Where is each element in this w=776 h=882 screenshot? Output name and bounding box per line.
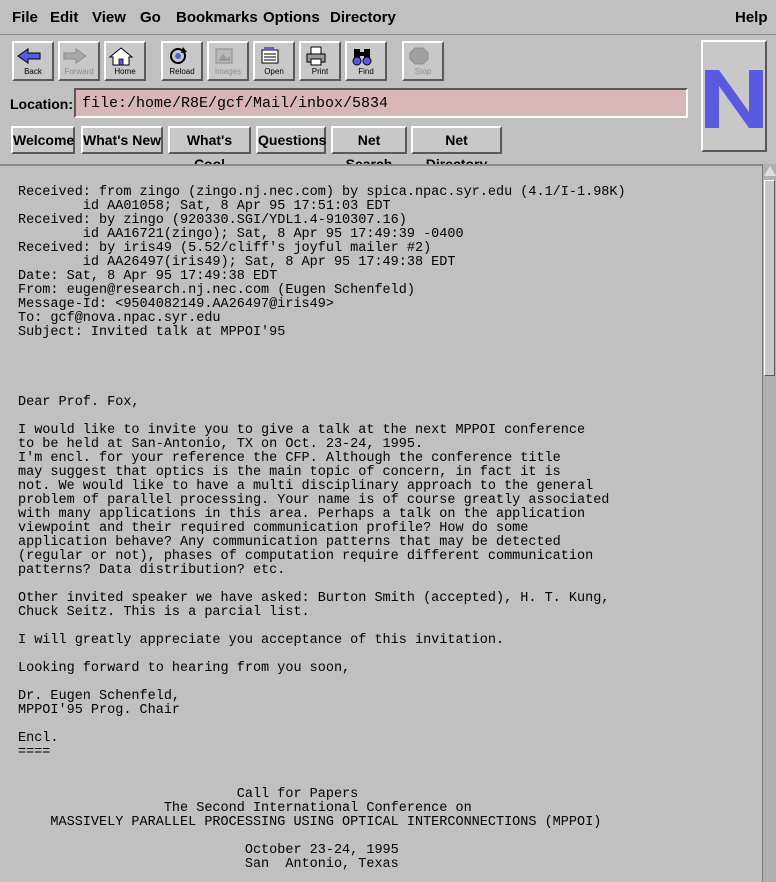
printer-icon: [301, 45, 331, 67]
home-button[interactable]: [104, 41, 146, 81]
home-label: Home: [114, 67, 136, 76]
welcome-button[interactable]: Welcome: [11, 126, 75, 154]
open-button[interactable]: [253, 41, 295, 81]
menu-bar: [0, 0, 776, 35]
images-icon: [209, 45, 239, 67]
back-label: Back: [24, 67, 42, 76]
scrollbar-thumb[interactable]: [764, 180, 775, 376]
net-search-button[interactable]: Net: [331, 126, 407, 154]
menu-file[interactable]: File: [12, 9, 38, 26]
forward-button[interactable]: [58, 41, 100, 81]
n-logo-icon: [703, 42, 765, 150]
home-icon: [106, 45, 136, 67]
open-label: Open: [264, 67, 284, 76]
menu-directory[interactable]: Directory: [330, 9, 396, 26]
reload-label: Reload: [169, 67, 195, 76]
whats-new-button[interactable]: What's New: [81, 126, 163, 154]
stop-label: Stop: [414, 67, 432, 76]
find-label: Find: [358, 67, 374, 76]
reload-button[interactable]: [161, 41, 203, 81]
questions-button[interactable]: Questions: [256, 126, 326, 154]
menu-view[interactable]: View: [92, 9, 126, 26]
whats-cool-button[interactable]: What's: [168, 126, 251, 154]
location-label: Location:: [10, 96, 73, 112]
print-label: Print: [311, 67, 329, 76]
forward-label: Forward: [64, 67, 94, 76]
open-icon: [255, 45, 285, 67]
menu-bookmarks[interactable]: Bookmarks: [176, 9, 258, 26]
find-button[interactable]: [345, 41, 387, 81]
menu-edit[interactable]: Edit: [50, 9, 79, 26]
back-arrow-icon: [14, 45, 44, 67]
print-button[interactable]: [299, 41, 341, 81]
binoculars-icon: [347, 45, 377, 67]
stop-button[interactable]: [402, 41, 444, 81]
toolbar: [0, 35, 776, 160]
menu-help[interactable]: Help: [735, 9, 768, 26]
reload-icon: [163, 45, 193, 67]
menu-options[interactable]: Options: [263, 9, 320, 26]
document-view: [0, 164, 762, 882]
back-button[interactable]: [12, 41, 54, 81]
vertical-scrollbar[interactable]: [762, 164, 776, 882]
scroll-up-arrow-icon[interactable]: [764, 166, 776, 176]
menu-go[interactable]: Go: [140, 9, 161, 26]
email-message-text: Received: from zingo (zingo.nj.nec.com) by spica.npac.syr.edu (4.1/I-1.98K) id AA01058; Sat, 8 Apr 95 17:51:03 EDT Received: by zingo (920330.SGI/YDL1.4-910307.16) id AA16721(zingo); Sat, 8 Apr 95 17:49:39 -0400 Received: by iris49 (5.52/cliff's joyful mailer #2) id AA26497(iris49); Sat, 8 Apr 95 17:49:38 EDT Date: Sat, 8 Apr 95 17:49:38 EDT From: eugen@research.nj.nec.com (Eugen Schenfeld) Message-Id: <9504082149.AA26497@iris49> To: gcf@nova.npac.syr.edu Subject: Invited talk at MPPOI'95 Dear Prof. Fox, I would like to invite you to give a talk at the next MPPOI conference to be held at San-Antonio, TX on Oct. 23-24, 1995. I'm encl. for your reference the CFP. Although the conference title may suggest that optics is the main topic of concern, in fact it is not. We would like to have a multi disciplinary approach to the general problem of parallel processing. Your name is of course greatly associated with many applications in this area. Perhaps a talk on the application viewpoint and their required communication profile? How do some application behave? Any communication patterns that may be detected (regular or not), phases of computation require different communication patterns? Data distribution? etc. Other invited speaker we have asked: Burton Smith (accepted), H. T. Kung, Chuck Seitz. This is a parcial list. I will greatly appreciate you acceptance of this invitation. Looking forward to hearing from you soon, Dr. Eugen Schenfeld, MPPOI'95 Prog. Chair Encl. ==== Call for Papers The Second International Conference on MASSIVELY PARALLEL PROCESSING USING OPTICAL INTERCONNECTIONS (MPPOI) October 23-24, 1995 San Antonio, Texas: [18, 185, 626, 872]
images-label: Images: [214, 67, 242, 76]
images-button[interactable]: [207, 41, 249, 81]
stop-icon: [404, 45, 434, 67]
netscape-logo[interactable]: [701, 40, 767, 152]
forward-arrow-icon: [60, 45, 90, 67]
location-input[interactable]: file:/home/R8E/gcf/Mail/inbox/5834: [74, 88, 688, 118]
net-directory-button[interactable]: Net: [411, 126, 502, 154]
